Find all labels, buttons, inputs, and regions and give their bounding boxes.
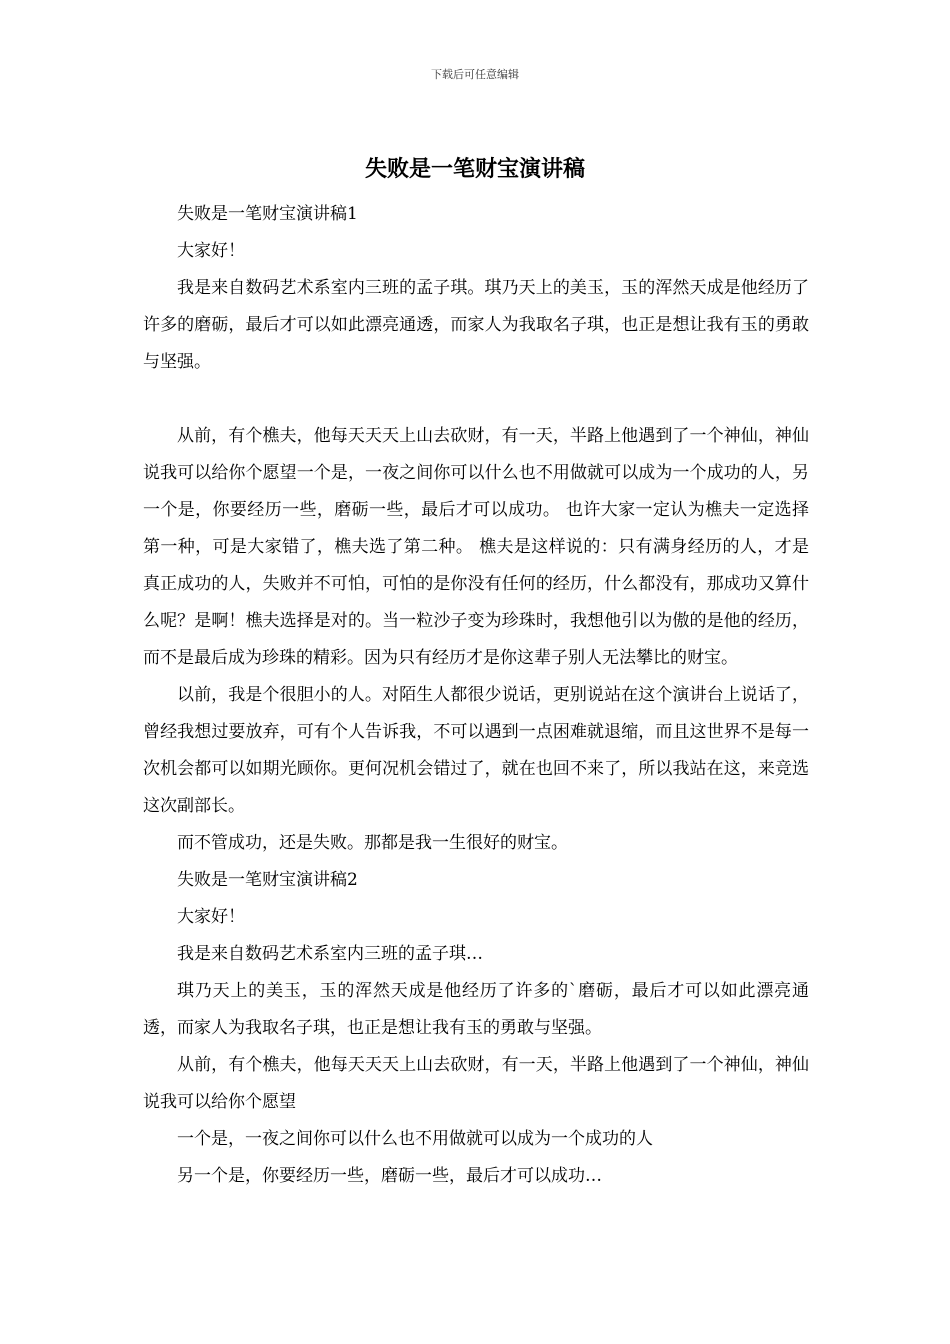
paragraph-conclusion-1: 而不管成功，还是失败。那都是我一生很好的财宝。 xyxy=(177,833,568,853)
greeting-2: 大家好！ xyxy=(177,907,245,927)
document-body xyxy=(143,196,809,1195)
paragraph-jade-2: 琪乃天上的美玉，玉的浑然天成是他经历了许多的`磨砺，最后才可以如此漂亮通透，而家人为我取名子琪，也正是想让我有玉的勇敢与坚强。 xyxy=(143,981,809,1038)
paragraph-option-one: 一个是，一夜之间你可以什么也不用做就可以成为一个成功的人 xyxy=(177,1129,653,1149)
paragraph-past-1: 以前，我是个很胆小的人。对陌生人都很少说话，更别说站在这个演讲台上说话了，曾经我想过要放弃，可有个人告诉我，不可以遇到一点困难就退缩，而且这世界不是每一次机会都可以如期光顾你。更何况机会错过了，就在也回不来了，所以我站在这，来竞选这次副部长。 xyxy=(143,685,809,816)
paragraph-story-2: 从前，有个樵夫，他每天天天上山去砍财，有一天，半路上他遇到了一个神仙，神仙说我可以给你个愿望 xyxy=(143,1055,809,1112)
paragraph-intro-2: 我是来自数码艺术系室内三班的孟子琪… xyxy=(177,944,483,964)
section-heading-2: 失败是一笔财宝演讲稿2 xyxy=(177,870,358,890)
paragraph-story-1: 从前，有个樵夫，他每天天天上山去砍财，有一天，半路上他遇到了一个神仙，神仙说我可以给你个愿望一个是，一夜之间你可以什么也不用做就可以成为一个成功的人，另一个是，你要经历一些，磨砺一些，最后才可以成功。 也许大家一定认为樵夫一定选择第一种，可是大家错了，樵夫选了第二种。 樵夫是这样说的：只有满身经历的人，才是真正成功的人，失败并不可怕，可怕的是你没有任何的经历，什么都没有，那成功又算什么呢？是啊！樵夫选择是对的。当一粒沙子变为珍珠时，我想他引以为傲的是他的经历，而不是最后成为珍珠的精彩。因为只有经历才是你这辈子别人无法攀比的财宝。 xyxy=(143,426,809,668)
paragraph-option-two: 另一个是，你要经历一些，磨砺一些，最后才可以成功… xyxy=(177,1166,602,1186)
document-title: 失败是一笔财宝演讲稿 xyxy=(364,156,585,182)
paragraph-spacer xyxy=(143,381,809,418)
paragraph-intro-1: 我是来自数码艺术系室内三班的孟子琪。琪乃天上的美玉，玉的浑然天成是他经历了许多的磨砺，最后才可以如此漂亮通透，而家人为我取名子琪，也正是想让我有玉的勇敢与坚强。 xyxy=(143,278,809,372)
header-note: 下载后可任意编辑 xyxy=(431,68,519,81)
greeting-1: 大家好！ xyxy=(177,241,245,261)
section-heading-1: 失败是一笔财宝演讲稿1 xyxy=(177,204,358,224)
